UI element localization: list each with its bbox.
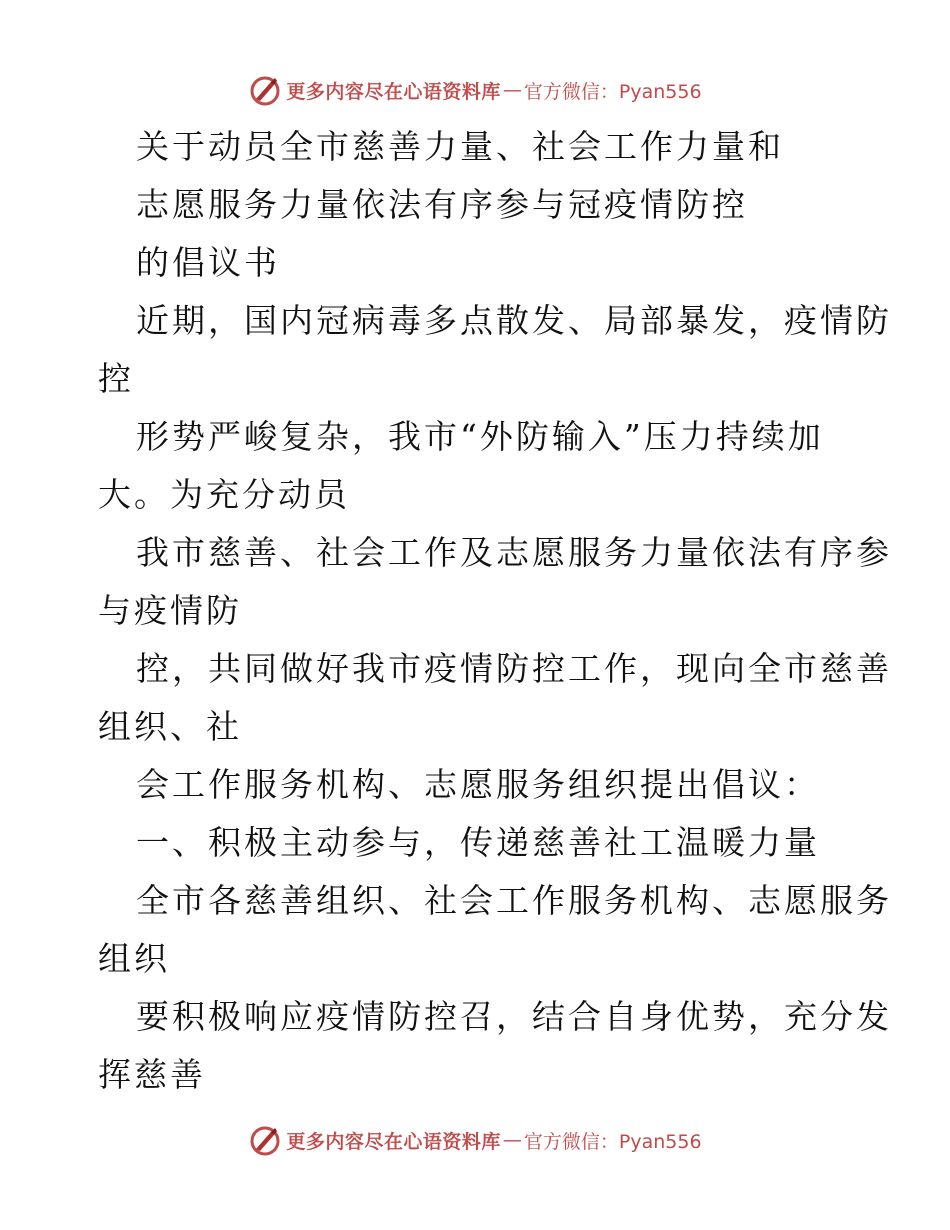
watermark-separator: —: [502, 79, 522, 101]
text-line: 控: [98, 359, 134, 398]
pen-swirl-logo-icon: [248, 73, 282, 107]
text-line: 控，共同做好我市疫情防控工作，现向全市慈善: [136, 649, 892, 688]
watermark-contact-text: 官方微信：Pyan556: [523, 1130, 702, 1153]
text-line: 会工作服务机构、志愿服务组织提出倡议：: [136, 765, 820, 804]
watermark-separator: —: [502, 1129, 522, 1151]
watermark-contact-text: 官方微信：Pyan556: [523, 80, 702, 103]
text-line: 全市各慈善组织、社会工作服务机构、志愿服务: [136, 881, 892, 920]
text-line: 志愿服务力量依法有序参与冠疫情防控: [136, 185, 748, 224]
watermark-footer: [0, 1120, 950, 1160]
text-line: 要积极响应疫情防控召，结合自身优势，充分发: [136, 997, 892, 1036]
text-line: 组织: [98, 939, 170, 978]
document-body: [98, 118, 892, 1104]
text-line: 近期，国内冠病毒多点散发、局部暴发，疫情防: [136, 301, 892, 340]
text-line: 挥慈善: [98, 1055, 206, 1094]
watermark-header: [0, 70, 950, 110]
text-line: 我市慈善、社会工作及志愿服务力量依法有序参: [136, 533, 892, 572]
pen-swirl-logo-icon: [248, 1123, 282, 1157]
watermark-brand-text: 更多内容尽在心语资料库: [286, 1130, 501, 1153]
text-line: 的倡议书: [136, 243, 280, 282]
text-line: 与疫情防: [98, 591, 242, 630]
text-line: 大。为充分动员: [98, 475, 350, 514]
text-line: 一、积极主动参与，传递慈善社工温暖力量: [136, 823, 820, 862]
text-line: 形势严峻复杂，我市“外防输入”压力持续加: [136, 417, 824, 456]
text-line: 组织、社: [98, 707, 242, 746]
watermark-brand-text: 更多内容尽在心语资料库: [286, 80, 501, 103]
text-line: 关于动员全市慈善力量、社会工作力量和: [136, 127, 784, 166]
